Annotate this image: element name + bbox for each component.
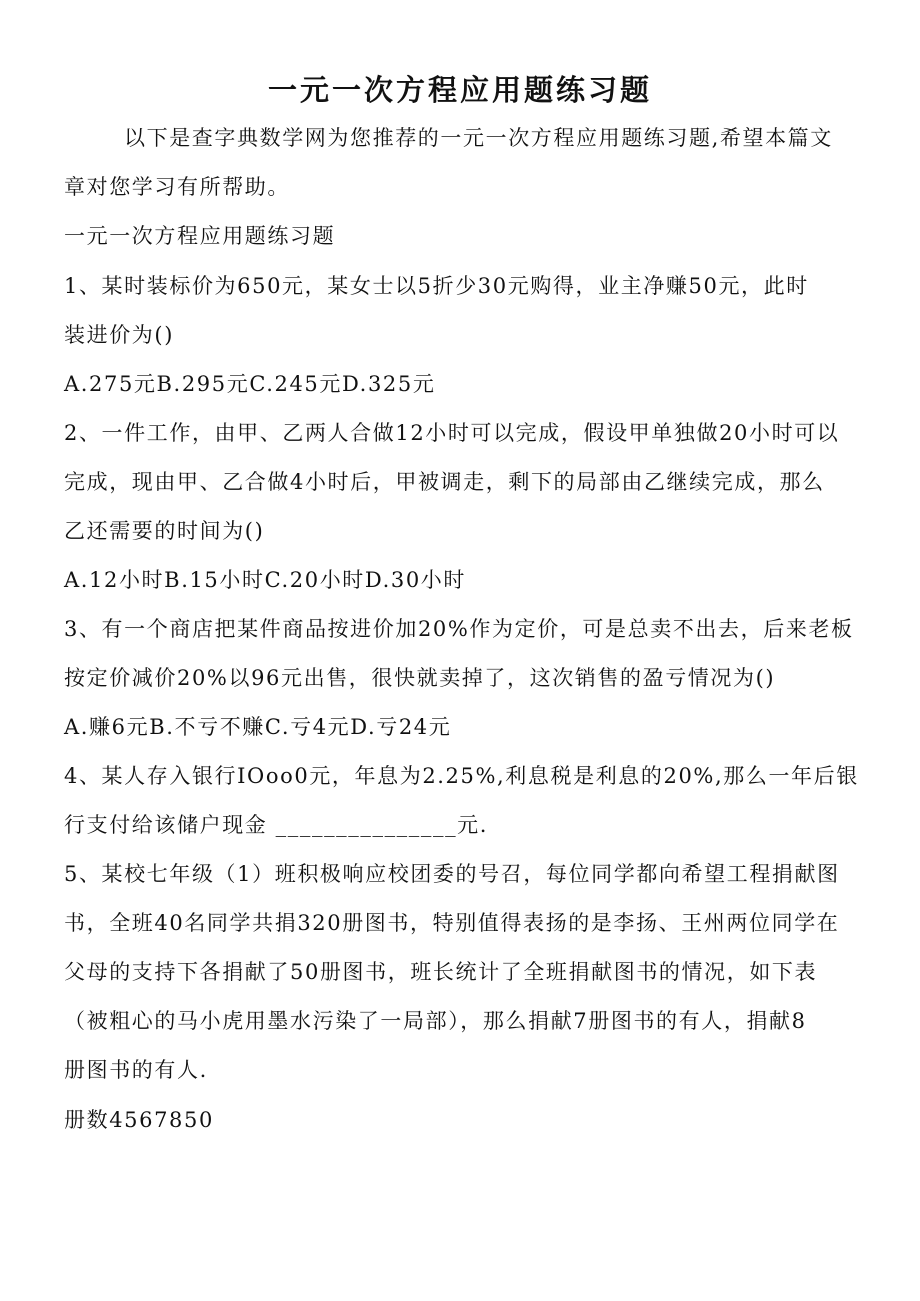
question-2-line-2: 完成，现由甲、乙合做4小时后，甲被调走，剩下的局部由乙继续完成，那么 [64, 470, 825, 494]
section-heading: 一元一次方程应用题练习题 [64, 224, 336, 248]
question-1-line-2: 装进价为() [64, 323, 174, 347]
question-5-line-5: 册图书的有人. [64, 1058, 208, 1082]
question-2-options: A.12小时B.15小时C.20小时D.30小时 [64, 568, 466, 592]
question-5-line-3: 父母的支持下各捐献了50册图书，班长统计了全班捐献图书的情况，如下表 [64, 960, 818, 984]
intro-line-2: 章对您学习有所帮助。 [64, 175, 290, 199]
intro-line-1: 以下是查字典数学网为您推荐的一元一次方程应用题练习题,希望本篇文 [124, 126, 833, 150]
question-4-line-1: 4、某人存入银行IOoo0元，年息为2.25%,利息税是利息的20%,那么一年后银 [64, 764, 859, 788]
question-5-line-4: （被粗心的马小虎用墨水污染了一局部），那么捐献7册图书的有人，捐献8 [64, 1009, 807, 1033]
question-2-line-3: 乙还需要的时间为() [64, 519, 265, 543]
question-3-line-1: 3、有一个商店把某件商品按进价加20%作为定价，可是总卖不出去，后来老板 [64, 617, 854, 641]
document-title: 一元一次方程应用题练习题 [267, 73, 652, 107]
question-4-line-2: 行支付给该储户现金 _______________元. [64, 813, 489, 837]
question-2-line-1: 2、一件工作，由甲、乙两人合做12小时可以完成，假设甲单独做20小时可以 [64, 421, 840, 445]
question-3-options: A.赚6元B.不亏不赚C.亏4元D.亏24元 [64, 715, 452, 739]
question-5-line-1: 5、某校七年级（1）班积极响应校团委的号召，每位同学都向希望工程捐献图 [64, 862, 840, 886]
question-5-line-2: 书，全班40名同学共捐320册图书，特别值得表扬的是李扬、王州两位同学在 [64, 911, 840, 935]
question-3-line-2: 按定价减价20%以96元出售，很快就卖掉了，这次销售的盈亏情况为() [64, 666, 776, 690]
question-1-options: A.275元B.295元C.245元D.325元 [64, 372, 436, 396]
question-1-line-1: 1、某时装标价为650元，某女士以5折少30元购得，业主净赚50元，此时 [64, 274, 809, 298]
table-row-label: 册数4567850 [64, 1108, 214, 1132]
